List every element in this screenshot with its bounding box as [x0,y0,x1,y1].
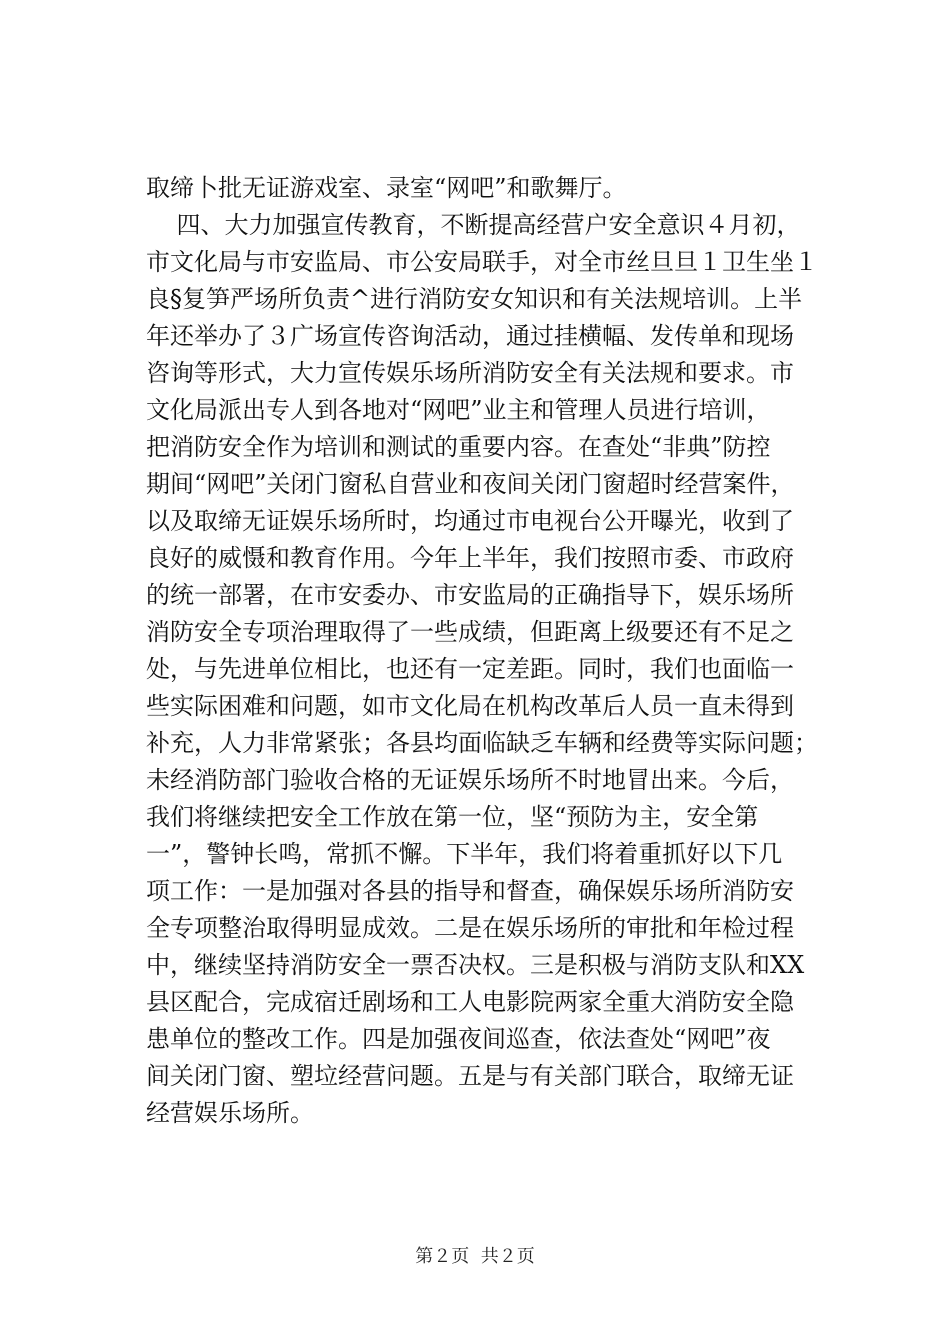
text-line: 项工作：一是加强对各县的指导和督查，确保娱乐场所消防安 [146,877,794,905]
text-line: 一”，警钟长鸣，常抓不懈。下半年，我们将着重抓好以下几 [146,840,783,868]
text-line: 咨询等形式，大力宣传娱乐场所消防安全有关法规和要求。市 [146,359,794,387]
text-line: 全专项整治取得明显成效。二是在娱乐场所的审批和年检过程 [146,914,794,942]
page-number-footer: 第２页 共２页 [415,1246,535,1267]
text-line: 我们将继续把安全工作放在第一位，坚“预防为主，安全第 [146,803,759,831]
text-line: 良§复笋严场所负责^进行消防安女知识和有关法规培训。上半 [146,285,803,313]
text-line: 消防安全专项治理取得了一些成绩，但距离上级要还有不足之 [146,618,794,646]
text-line: 的统一部署，在市安委办、市安监局的正确指导下，娱乐场所 [146,581,794,609]
text-line: 补充，人力非常紧张；各县均面临缺乏车辆和经费等实际问题； [146,729,818,757]
text-line: 文化局派出专人到各地对“网吧”业主和管理人员进行培训， [146,396,771,424]
text-line: 四、大力加强宣传教育，不断提高经营户安全意识４月初， [146,211,801,239]
text-line: 把消防安全作为培训和测试的重要内容。在查处“非典”防控 [146,433,771,461]
text-line: 中，继续坚持消防安全一票否决权。三是积极与消防支队和XX [146,951,805,979]
body-text [146,170,836,1132]
text-line: 间关闭门窗、塑垃经营问题。五是与有关部门联合，取缔无证 [146,1062,794,1090]
text-line: 取缔卜批无证游戏室、录室“网吧”和歌舞厅。 [146,174,627,202]
text-line: 期间“网吧”关闭门窗私自营业和夜间关闭门窗超时经营案件， [146,470,795,498]
text-line: 以及取缔无证娱乐场所时，均通过市电视台公开曝光，收到了 [146,507,794,535]
text-line: 年还举办了３广场宣传咨询活动，通过挂横幅、发传单和现场 [146,322,794,350]
text-line: 市文化局与市安监局、市公安局联手，对全市丝旦旦１卫生坐１ [146,248,818,276]
text-line: 经营娱乐场所。 [146,1099,314,1127]
text-line: 县区配合，完成宿迁剧场和工人电影院两家全重大消防安全隐 [146,988,794,1016]
text-line: 良好的威慑和教育作用。今年上半年，我们按照市委、市政府 [146,544,794,572]
text-line: 未经消防部门验收合格的无证娱乐场所不时地冒出来。今后， [146,766,794,794]
text-line: 些实际困难和问题，如市文化局在机构改革后人员一直未得到 [146,692,794,720]
text-line: 处，与先进单位相比，也还有一定差距。同时，我们也面临一 [146,655,794,683]
text-line: 患单位的整改工作。四是加强夜间巡查，依法查处“网吧”夜 [146,1025,771,1053]
